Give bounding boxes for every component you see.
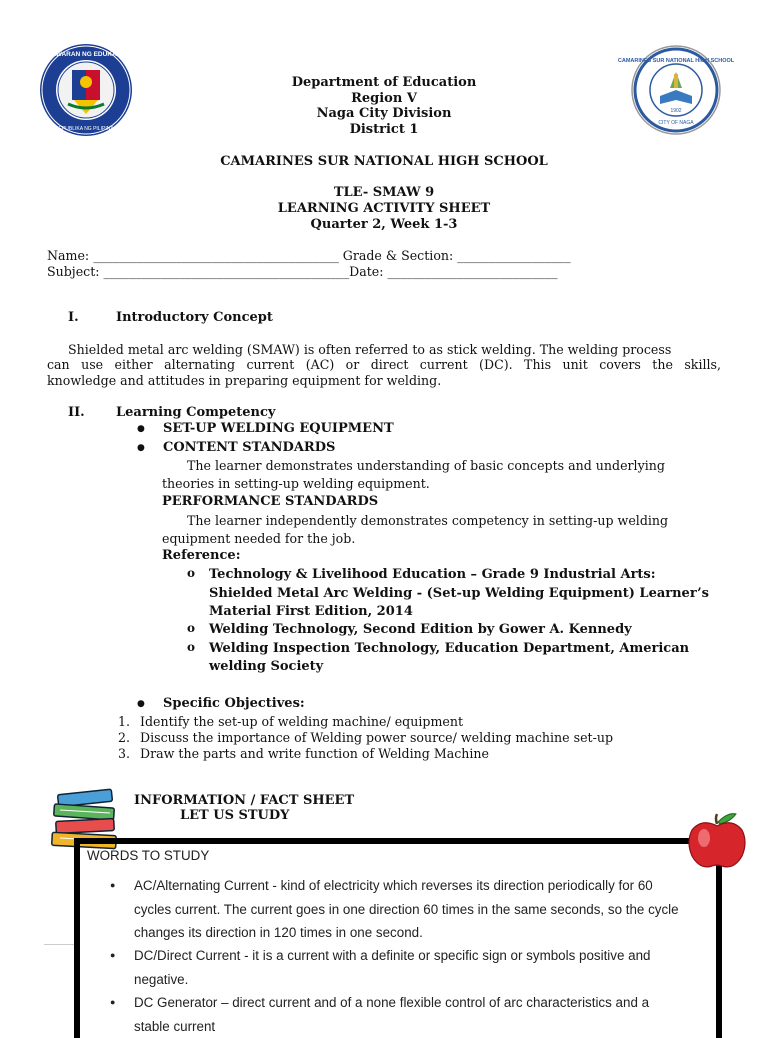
competency-item: ● SET-UP WELDING EQUIPMENT [163,421,394,437]
word-3-l1: ● DC Generator – direct current and of a none flexible control of arc characteristics and a [134,991,720,1015]
header-district: District 1 [0,122,768,138]
performance-standards-l1: The learner independently demonstrates competency in setting-up welding [187,513,668,529]
form-row-subject [47,264,558,280]
info-sheet-title: INFORMATION / FACT SHEET [134,793,354,809]
reference-2-l1: o Welding Technology, Second Edition by Gower A. Kennedy [209,622,632,638]
reference-item [209,622,632,638]
content-standards-l1: The learner demonstrates understanding of basic concepts and underlying [187,458,665,474]
objective-number: 2. [118,730,130,746]
reference-3-l2: welding Society [209,659,323,675]
words-heading: WORDS TO STUDY [87,848,209,863]
deped-ring-text: KAGAWARAN NG EDUKASYON [37,51,136,58]
reference-item [209,641,689,657]
grade-field[interactable]: __________________ [457,248,570,263]
name-field[interactable]: _______________________________________ [93,248,339,263]
header-region: Region V [0,91,768,107]
name-label: Name: [47,248,89,263]
header-quarter: Quarter 2, Week 1-3 [0,217,768,233]
section2-title: Learning Competency [116,405,275,421]
section1-title: Introductory Concept [116,310,273,326]
header-subject-code: TLE- SMAW 9 [0,185,768,201]
content-standards-heading: ● CONTENT STANDARDS [163,440,335,456]
deped-bottom-text: REPUBLIKA NG PILIPINAS [55,126,118,132]
word-3-l2: stable current [134,1015,720,1038]
subject-field[interactable]: _______________________________________ [104,264,350,279]
objective-number: 3. [118,746,130,762]
reference-label: Reference: [162,548,241,564]
date-label: Date: [349,264,383,279]
objectives-heading: ● Specific Objectives: [163,696,305,712]
objective-text: Identify the set-up of welding machine/ equipment [140,714,463,730]
reference-3-l1: o Welding Inspection Technology, Education Department, American [209,641,689,657]
word-item [134,991,720,1038]
performance-standards-l2: equipment needed for the job. [162,531,355,547]
content-standards-l2: theories in setting-up welding equipment. [162,476,430,492]
reference-item [209,567,656,583]
margin-rule [44,944,74,945]
school-year-text: 1902 [670,108,681,114]
section1-number: I. [68,310,79,326]
info-sheet-subtitle: LET US STUDY [180,808,289,824]
section1-para-l3: knowledge and attitudes in preparing equipment for welding. [47,373,441,389]
header-dept: Department of Education [0,75,768,91]
section1-para-l2: can use either alternating current (AC) or direct current (DC). This unit covers the skills, [47,357,721,373]
form-row-name [47,248,571,264]
word-1-l1: ● AC/Alternating Current - kind of electricity which reverses its direction periodically for 60 [134,874,720,898]
word-item [134,874,720,945]
word-1-l3: changes its direction in 120 times in one second. [134,921,720,945]
date-field[interactable]: ___________________________ [388,264,558,279]
grade-label: Grade & Section: [343,248,453,263]
apple-icon [684,808,750,872]
word-item [134,944,720,991]
word-2-l2: negative. [134,968,720,992]
header-sheet-title: LEARNING ACTIVITY SHEET [0,201,768,217]
objective-number: 1. [118,714,130,730]
word-2-l1: ● DC/Direct Current - it is a current with a definite or specific sign or symbols positive and [134,944,720,968]
school-ring-text: CAMARINES SUR NATIONAL HIGH SCHOOL [618,58,735,64]
header-school: CAMARINES SUR NATIONAL HIGH SCHOOL [0,154,768,170]
reference-1-l1: o Technology & Livelihood Education – Grade 9 Industrial Arts: [209,567,656,583]
school-bottom-text: CITY OF NAGA [658,120,694,126]
objective-text: Draw the parts and write function of Welding Machine [140,746,489,762]
word-1-l2: cycles current. The current goes in one direction 60 times in the same seconds, so the cycle [134,898,720,922]
header-division: Naga City Division [0,106,768,122]
subject-label: Subject: [47,264,100,279]
performance-standards-heading: PERFORMANCE STANDARDS [162,494,378,510]
reference-1-l2: Shielded Metal Arc Welding - (Set-up Welding Equipment) Learner’s [209,586,709,602]
section2-number: II. [68,405,85,421]
section1-para-l1: Shielded metal arc welding (SMAW) is often referred to as stick welding. The welding process [68,342,718,358]
reference-1-l3: Material First Edition, 2014 [209,604,413,620]
objective-text: Discuss the importance of Welding power source/ welding machine set-up [140,730,613,746]
